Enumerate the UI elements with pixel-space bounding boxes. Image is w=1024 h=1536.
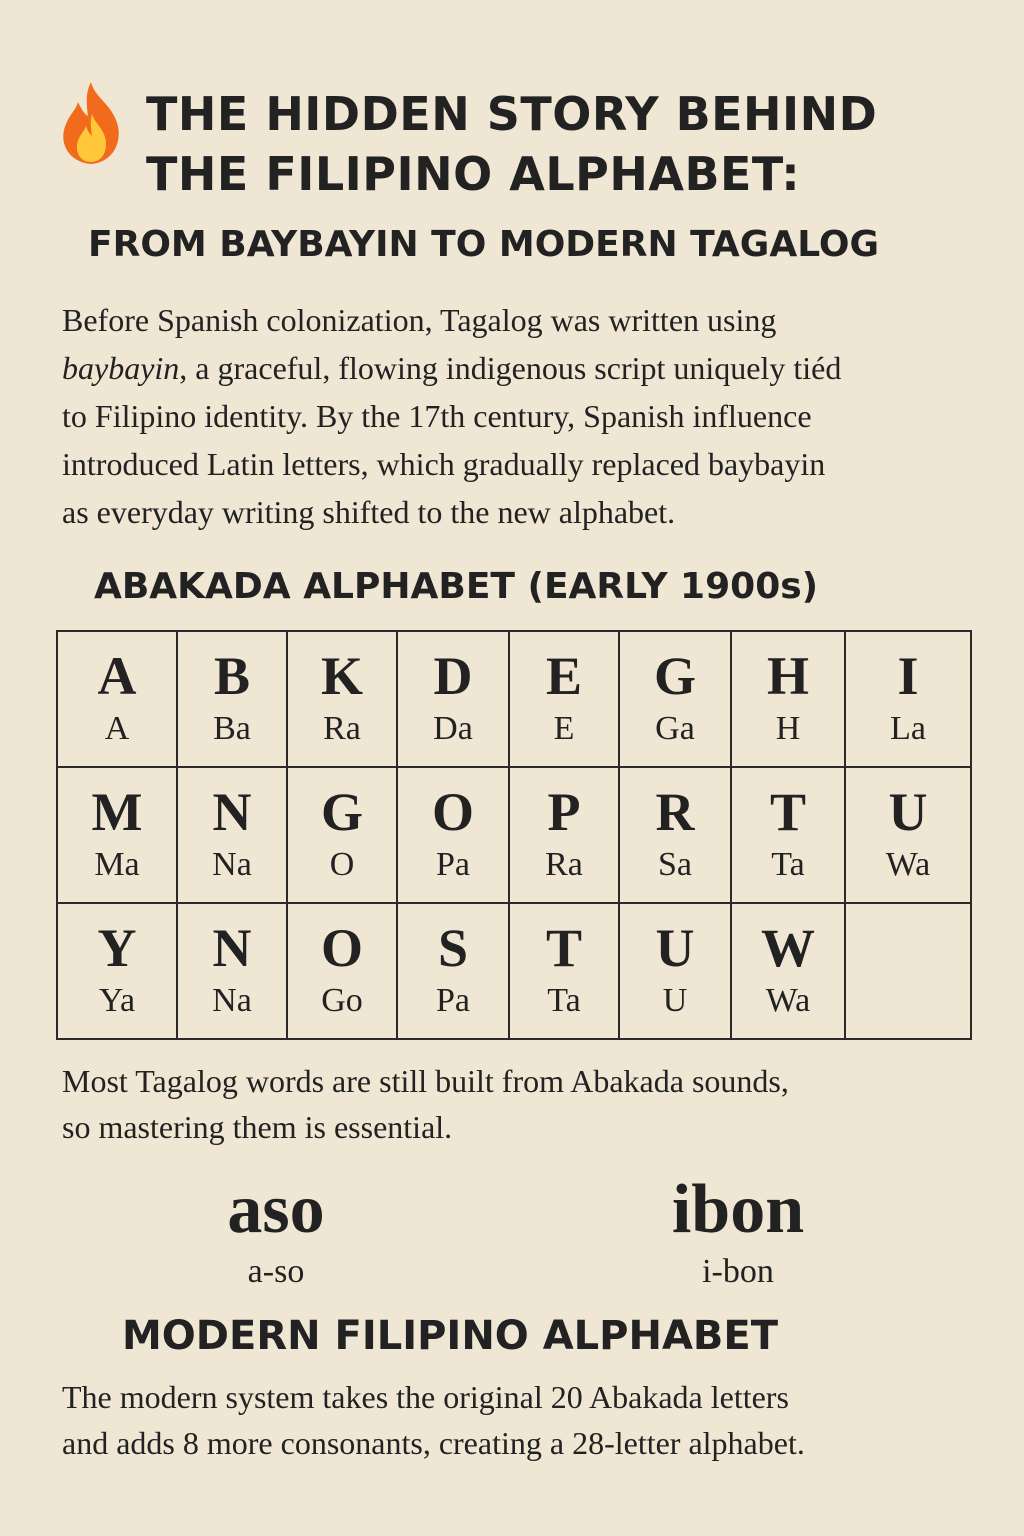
abakada-sound: U (662, 982, 688, 1019)
abakada-letter: G (320, 782, 363, 842)
abakada-table-body (57, 631, 971, 1039)
intro-paragraph (62, 296, 982, 536)
abakada-letter: A (97, 646, 137, 706)
note-line: Most Tagalog words are still built from Abakada sounds, (62, 1063, 789, 1099)
abakada-sound: Wa (885, 846, 931, 883)
abakada-letter: H (766, 646, 809, 706)
abakada-sound: Pa (436, 846, 470, 883)
abakada-sound: Ta (771, 846, 805, 883)
abakada-sound: Pa (436, 982, 470, 1019)
modern-line: The modern system takes the original 20 Abakada letters (62, 1379, 789, 1415)
modern-paragraph (62, 1374, 992, 1466)
abakada-cell (177, 903, 287, 1039)
abakada-cell (509, 903, 619, 1039)
abakada-cell (731, 903, 845, 1039)
abakada-cell (397, 631, 509, 767)
abakada-letter: Y (97, 918, 137, 978)
abakada-sound: Wa (765, 982, 811, 1019)
abakada-letter: G (653, 646, 696, 706)
abakada-cell (619, 631, 731, 767)
intro-line: Before Spanish colonization, Tagalog was written using (62, 302, 777, 338)
abakada-sound: O (329, 846, 355, 883)
abakada-cell (845, 767, 971, 903)
abakada-cell (57, 631, 177, 767)
abakada-table (56, 630, 972, 1040)
abakada-cell (287, 903, 397, 1039)
abakada-sound: Na (212, 846, 252, 883)
abakada-cell (619, 903, 731, 1039)
abakada-sound: Ma (94, 846, 140, 883)
abakada-letter: T (769, 782, 807, 842)
abakada-cell (845, 631, 971, 767)
abakada-letter: E (545, 646, 583, 706)
abakada-letter: T (545, 918, 583, 978)
intro-line (62, 344, 982, 392)
abakada-cell (619, 767, 731, 903)
abakada-cell (731, 767, 845, 903)
baybayin-term: baybayin (62, 350, 180, 386)
example-word-ibon (618, 1170, 858, 1294)
abakada-letter: W (761, 918, 815, 978)
abakada-sound: Ra (545, 846, 583, 883)
abakada-cell (57, 903, 177, 1039)
abakada-cell (57, 767, 177, 903)
abakada-cell (397, 767, 509, 903)
modern-alphabet-heading: MODERN FILIPINO ALPHABET (122, 1313, 779, 1359)
abakada-heading: ABAKADA ALPHABET (EARLY 1900s) (94, 566, 819, 607)
abakada-sound: Ba (213, 710, 251, 747)
intro-line: as everyday writing shifted to the new alphabet. (62, 494, 676, 530)
page-subtitle: FROM BAYBAYIN TO MODERN TAGALOG (88, 224, 879, 265)
example-syllables: a-so (247, 1253, 305, 1290)
abakada-row (57, 767, 971, 903)
abakada-sound: A (104, 710, 130, 747)
abakada-cell (397, 903, 509, 1039)
abakada-row (57, 631, 971, 767)
title-line: THE HIDDEN STORY BEHIND (146, 87, 878, 141)
intro-line: introduced Latin letters, which gradually replaced baybayin (62, 446, 826, 482)
abakada-note (62, 1058, 982, 1150)
abakada-cell (509, 767, 619, 903)
abakada-letter: U (888, 782, 928, 842)
abakada-cell (287, 767, 397, 903)
abakada-sound: Da (433, 710, 473, 747)
abakada-sound: H (775, 710, 801, 747)
abakada-cell (177, 767, 287, 903)
abakada-letter: S (437, 918, 469, 978)
title-line: THE FILIPINO ALPHABET: (146, 147, 801, 201)
abakada-row (57, 903, 971, 1039)
abakada-letter: B (213, 646, 251, 706)
intro-line: to Filipino identity. By the 17th century, Spanish influence (62, 398, 812, 434)
abakada-letter: U (655, 918, 695, 978)
abakada-sound: E (553, 710, 575, 747)
abakada-sound: Ra (323, 710, 361, 747)
abakada-sound: Ta (547, 982, 581, 1019)
example-word-aso (156, 1170, 396, 1294)
abakada-letter: N (212, 782, 252, 842)
abakada-cell (731, 631, 845, 767)
abakada-sound: Na (212, 982, 252, 1019)
abakada-letter: N (212, 918, 252, 978)
note-line: so mastering them is essential. (62, 1109, 453, 1145)
abakada-letter: P (547, 782, 581, 842)
page-title (146, 84, 1006, 204)
example-word: ibon (671, 1171, 805, 1248)
abakada-cell (177, 631, 287, 767)
abakada-cell (845, 903, 971, 1039)
abakada-letter: M (91, 782, 143, 842)
abakada-sound: Go (321, 982, 363, 1019)
example-syllables: i-bon (702, 1253, 774, 1290)
abakada-cell (509, 631, 619, 767)
abakada-cell (287, 631, 397, 767)
abakada-letter: D (433, 646, 473, 706)
fire-icon (58, 80, 124, 166)
abakada-letter: O (431, 782, 474, 842)
abakada-sound: Ya (98, 982, 136, 1019)
modern-line: and adds 8 more consonants, creating a 28-letter alphabet. (62, 1425, 805, 1461)
intro-line-rest: , a graceful, flowing indigenous script uniquely tiéd (179, 350, 842, 386)
abakada-letter: K (320, 646, 363, 706)
abakada-sound: Ga (655, 710, 695, 747)
abakada-letter: O (320, 918, 363, 978)
abakada-letter: I (897, 646, 919, 706)
example-word: aso (227, 1171, 325, 1248)
abakada-sound: La (890, 710, 926, 747)
abakada-letter: R (655, 782, 695, 842)
abakada-sound: Sa (658, 846, 692, 883)
